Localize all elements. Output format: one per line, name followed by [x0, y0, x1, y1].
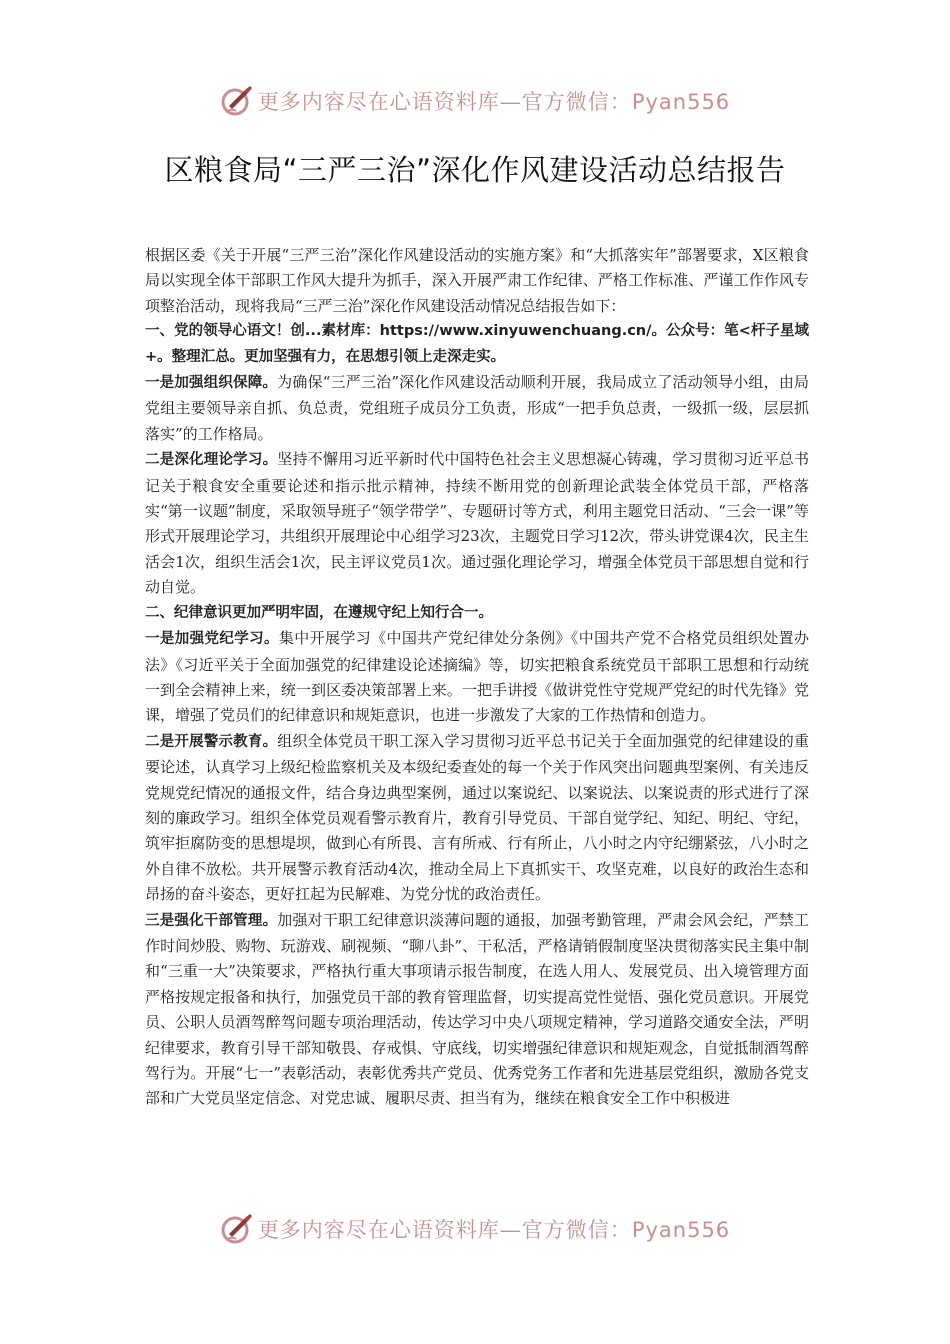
paragraph-body: 集中开展学习《中国共产党纪律处分条例》《中国共产党不合格党员组织处置办法》《习近平关于全面加强党的纪律建设论述摘编》等，切实把粮食系统党员干部职工思想和行动统一到全会精神上来，统一到区委决策部署上来。一把手讲授《做讲党性守党规严党纪的时代先锋》党课，增强了党员们的纪律意识和规矩意识，也进一步激发了大家的工作热情和创造力。	[145, 629, 810, 725]
paragraph-body: 坚持不懈用习近平新时代中国特色社会主义思想凝心铸魂，学习贯彻习近平总书记关于粮食安全重要论述和指示批示精神，持续不断用党的创新理论武装全体党员干部，严格落实“第一议题”制度，采取领导班子“领学带学”、专题研讨等方式，利用主题党日活动、“三会一课”等形式开展理论学习，共组织开展理论中心组学习23次，主题党日学习12次，带头讲党课4次，民主生活会1次，组织生活会1次，民主评议党员1次。通过强化理论学习，增强全体党员干部思想自觉和行动自觉。	[145, 450, 809, 597]
paragraph	[145, 447, 809, 600]
paragraph-lead: 二是深化理论学习。	[145, 452, 278, 469]
paragraph	[145, 908, 809, 1112]
watermark-wechat-id: Pyan556	[631, 1218, 731, 1242]
paragraph-lead: 三是强化干部管理。	[145, 912, 278, 929]
paragraph-body: 加强对干职工纪律意识淡薄问题的通报，加强考勤管理，严肃会风会纪，严禁工作时间炒股、购物、玩游戏、刷视频、“聊八卦”、干私活，严格请销假制度坚决贯彻落实民主集中制和“三重一大”决策要求，严格执行重大事项请示报告制度，在选人用人、发展党员、出入境管理方面严格按规定报备和执行，加强党员干部的教育管理监督，切实提高党性觉悟、强化党员意识。开展党员、公职人员酒驾醉驾问题专项治理活动，传达学习中央八项规定精神，学习道路交通安全法，严明纪律要求，教育引导干部知敬畏、存戒惧、守底线，切实增强纪律意识和规矩观念，自觉抵制酒驾醉驾行为。开展“七一”表彰活动，表彰优秀共产党员、优秀党务工作者和先进基层党组织，激励各党支部和广大党员坚定信念、对党忠诚、履职尽责、担当有为，继续在粮食安全工作中积极进	[145, 910, 809, 1108]
writing-logo-icon	[220, 84, 254, 118]
paragraph	[145, 626, 809, 729]
section-heading-2: 二、纪律意识更加严明牢固，在遵规守纪上知行合一。	[145, 604, 493, 621]
watermark-text: 更多内容尽在心语资料库—官方微信：Pyan556	[257, 1218, 731, 1242]
paragraph-lead: 一是加强党纪学习。	[145, 631, 279, 648]
document-body	[145, 243, 809, 1112]
watermark-wechat-id: Pyan556	[631, 90, 731, 114]
paragraph	[145, 370, 809, 447]
paragraph-body: 为确保“三严三治”深化作风建设活动顺利开展，我局成立了活动领导小组，由局党组主要领导亲自抓、负总责，党组班子成员分工负责，形成“一把手负总责，一级抓一级，层层抓落实”的工作格局。	[145, 373, 810, 443]
writing-logo-icon	[220, 1212, 254, 1246]
paragraph-body: 组织全体党员干职工深入学习贯彻习近平总书记关于全面加强党的纪律建设的重要论述，认真学习上级纪检监察机关及本级纪委查处的每一个关于作风突出问题典型案例、有关违反党规党纪情况的通报文件，结合身边典型案例，通过以案说纪、以案说法、以案说责的形式进行了深刻的廉政学习。组织全体党员观看警示教育片，教育引导党员、干部自觉学纪、知纪、明纪、守纪，筑牢拒腐防变的思想堤坝，做到心有所畏、言有所戒、行有所止，八小时之内守纪绷紧弦，八小时之外自律不放松。共开展警示教育活动4次，推动全局上下真抓实干、攻坚克难，以良好的政治生态和昂扬的奋斗姿态，更好扛起为民解难、为党分忧的政治责任。	[145, 731, 809, 904]
paragraph	[145, 729, 809, 908]
document-title: 区粮食局“三严三治”深化作风建设活动总结报告	[164, 153, 786, 187]
watermark-text: 更多内容尽在心语资料库—官方微信：Pyan556	[257, 90, 731, 114]
section-heading-1: 一、党的领导心语文！创...素材库：https://www.xinyuwenchuang.cn/。公众号：笔<杆子星域+。整理汇总。更加坚强有力，在思想引领上走深走实。	[145, 323, 809, 365]
watermark-banner-top	[0, 84, 950, 118]
intro-paragraph: 根据区委《关于开展“三严三治”深化作风建设活动的实施方案》和“大抓落实年”部署要求，X区粮食局以实现全体干部职工作风大提升为抓手，深入开展严肃工作纪律、严格工作标准、严谨工作作风专项整治活动，现将我局“三严三治”深化作风建设活动情况总结报告如下：	[145, 246, 809, 315]
watermark-banner-bottom	[0, 1212, 950, 1246]
paragraph-lead: 一是加强组织保障。	[145, 375, 278, 392]
paragraph-lead: 二是开展警示教育。	[145, 733, 278, 750]
